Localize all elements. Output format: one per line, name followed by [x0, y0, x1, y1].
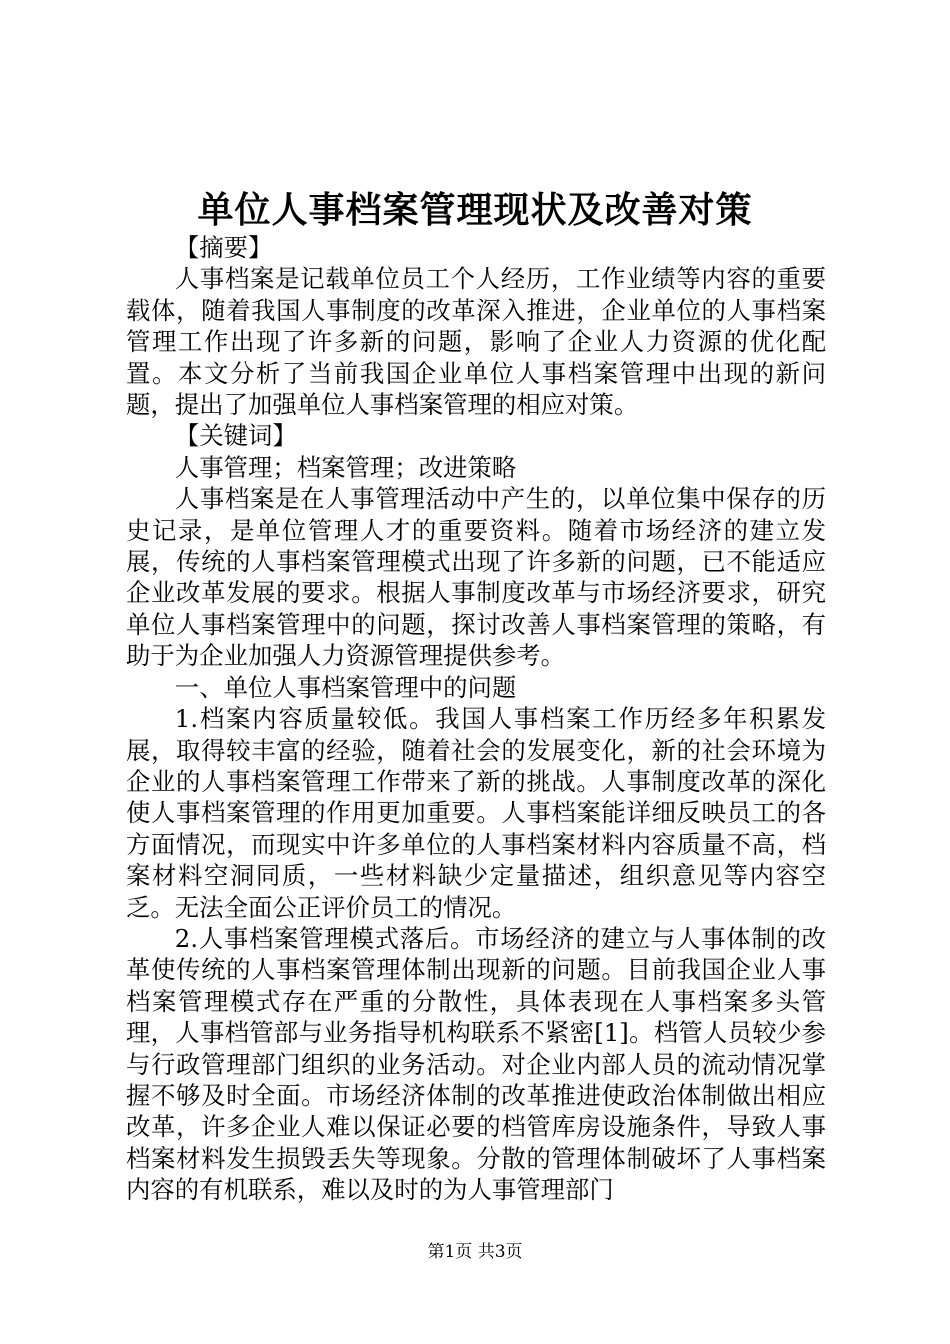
intro-paragraph: 人事档案是在人事管理活动中产生的，以单位集中保存的历史记录，是单位管理人才的重要资料。随着市场经济的建立发展，传统的人事档案管理模式出现了许多新的问题，已不能适应企业改革发展的要求。根据人事制度改革与市场经济要求，研究单位人事档案管理中的问题，探讨改善人事档案管理的策略，有助于为企业加强人力资源管理提供参考。 — [126, 484, 826, 671]
page-footer — [0, 1241, 950, 1263]
section-1-item-2: 2.人事档案管理模式落后。市场经济的建立与人事体制的改革使传统的人事档案管理体制出现新的问题。目前我国企业人事档案管理模式存在严重的分散性，具体表现在人事档案多头管理，人事档管部与业务指导机构联系不紧密[1]。档管人员较少参与行政管理部门组织的业务活动。对企业内部人员的流动情况掌握不够及时全面。市场经济体制的改革推进使政治体制做出相应改革，许多企业人难以保证必要的档管库房设施条件，导致人事档案材料发生损毁丢失等现象。分散的管理体制破坏了人事档案内容的有机联系，难以及时的为人事管理部门 — [126, 923, 826, 1205]
abstract-heading: 【摘要】 — [174, 233, 273, 262]
document-title: 单位人事档案管理现状及改善对策 — [197, 189, 753, 231]
page-number: 第1页 共3页 — [427, 1242, 523, 1262]
keywords-heading: 【关键词】 — [174, 421, 297, 451]
section-heading-1: 一、单位人事档案管理中的问题 — [174, 672, 517, 702]
document-body — [126, 232, 826, 1206]
keywords-paragraph: 人事管理；档案管理；改进策略 — [174, 452, 517, 482]
section-1-item-1: 1.档案内容质量较低。我国人事档案工作历经多年积累发展，取得较丰富的经验，随着社会的发展变化，新的社会环境为企业的人事档案管理工作带来了新的挑战。人事制度改革的深化使人事档案管理的作用更加重要。人事档案能详细反映员工的各方面情况，而现实中许多单位的人事档案材料内容质量不高，档案材料空洞同质，一些材料缺少定量描述，组织意见等内容空乏。无法全面公正评价员工的情况。 — [126, 704, 826, 922]
abstract-paragraph: 人事档案是记载单位员工个人经历，工作业绩等内容的重要载体，随着我国人事制度的改革深入推进，企业单位的人事档案管理工作出现了许多新的问题，影响了企业人力资源的优化配置。本文分析了当前我国企业单位人事档案管理中出现的新问题，提出了加强单位人事档案管理的相应对策。 — [126, 264, 826, 420]
